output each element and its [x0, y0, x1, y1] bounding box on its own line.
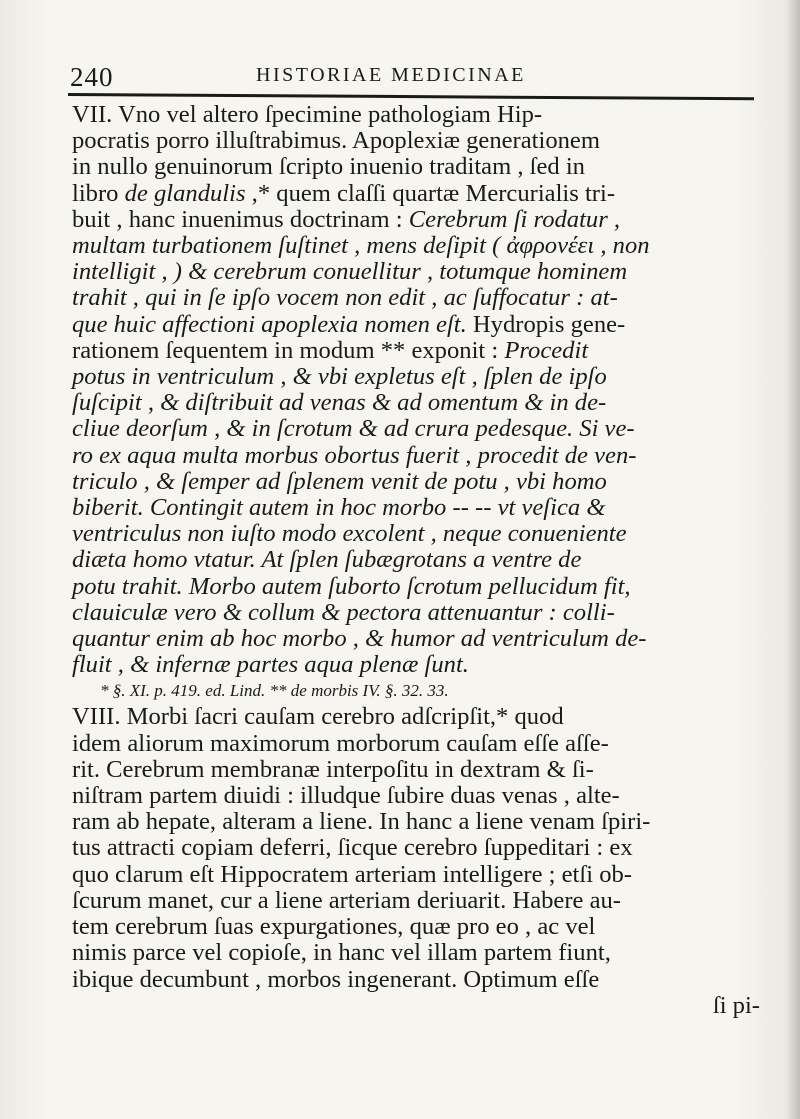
section-vii: [72, 102, 764, 678]
italic-run: potus in ventriculum , & vbi expletus eſt , ſplen de ipſo: [72, 363, 607, 391]
section-viii: [72, 704, 764, 1018]
text-line: [72, 652, 764, 678]
italic-run: diæta homo vtatur. At ſplen ſubægrotans a ventre de: [72, 546, 582, 574]
italic-run: triculo , & ſemper ad ſplenem venit de potu , vbi homo: [72, 467, 607, 495]
page-number: 240: [70, 62, 114, 92]
text-line: tem cerebrum ſuas expurgationes, quæ pro eo , ac vel: [72, 913, 596, 941]
text-line: [72, 390, 764, 416]
text-line: [72, 207, 764, 233]
italic-run: ſuſcipit , & diſtribuit ad venas & ad omentum & in de-: [72, 389, 607, 417]
text-line: [72, 233, 764, 259]
text-line: [72, 547, 764, 573]
header-rule: [68, 93, 754, 100]
text-line: VIII. Morbi ſacri cauſam cerebro adſcripſit,* quod: [72, 703, 564, 731]
italic-run: multam turbationem ſuſtinet , mens deſipit ( ἀφρονέει , non: [72, 232, 650, 260]
roman-run: Hydropis gene-: [466, 310, 626, 338]
text-line: nimis parce vel copioſe, in hanc vel illam partem fiunt,: [72, 939, 611, 967]
italic-run: de glandulis: [124, 179, 246, 207]
page-edge-shadow: [786, 0, 800, 1119]
text-line: ibique decumbunt , morbos ingenerant. Optimum eſſe: [72, 965, 600, 993]
italic-run: Procedit: [504, 336, 589, 364]
roman-run: rationem ſequentem in modum ** exponit :: [72, 336, 505, 364]
roman-run: buit , hanc inuenimus doctrinam :: [72, 205, 409, 233]
italic-run: quantur enim ab hoc morbo , & humor ad ventriculum de-: [72, 625, 647, 653]
text-line: [72, 102, 764, 128]
italic-run: cliue deorſum , & in ſcrotum & ad crura pedesque. Si ve-: [72, 415, 635, 443]
text-line: [72, 312, 764, 338]
text-line: [72, 338, 764, 364]
italic-run: biberit. Contingit autem in hoc morbo -- -- vt veſica &: [72, 494, 606, 522]
roman-run: libro: [72, 179, 125, 207]
text-line: [72, 443, 764, 469]
text-line: tus attracti copiam deferri, ſicque cerebro ſuppeditari : ex: [72, 834, 633, 862]
italic-run: ventriculus non iuſto modo excolent , neque conueniente: [72, 520, 627, 548]
catchword: ſi pi-: [712, 991, 760, 1019]
italic-run: Cerebrum ſi rodatur ,: [408, 205, 621, 233]
italic-run: intelligit , ) & cerebrum conuellitur , totumque hominem: [72, 258, 628, 286]
italic-run: potu trahit. Morbo autem ſuborto ſcrotum pellucidum fit,: [72, 572, 631, 600]
text-line: [72, 626, 764, 652]
roman-run: ,* quem claſſi quartæ Mercurialis tri-: [245, 179, 616, 207]
italic-run: que huic affectioni apoplexia nomen eſt.: [72, 310, 467, 338]
text-line: ram ab hepate, alteram a liene. In hanc a liene venam ſpiri-: [72, 808, 651, 836]
text-line: [72, 154, 764, 180]
text-line: [72, 574, 764, 600]
text-line: [72, 285, 764, 311]
roman-run: pocratis porro illuſtrabimus. Apoplexiæ generationem: [72, 127, 600, 155]
italic-run: fluit , & infernæ partes aqua plenæ ſunt.: [72, 651, 469, 679]
text-line: [72, 416, 764, 442]
italic-run: clauiculæ vero & collum & pectora attenuantur : colli-: [72, 598, 615, 626]
italic-run: trahit , qui in ſe ipſo vocem non edit , ac ſuffocatur : at-: [72, 284, 618, 312]
body-text: [72, 102, 764, 1019]
page-header: [70, 58, 760, 92]
text-line: [72, 259, 764, 285]
roman-run: in nullo genuinorum ſcripto inuenio traditam , ſed in: [72, 153, 585, 181]
text-line: [72, 181, 764, 207]
text-line: rit. Cerebrum membranæ interpoſitu in dextram & ſi-: [72, 755, 594, 783]
text-line: ſcurum manet, cur a liene arteriam deriuarit. Habere au-: [72, 886, 621, 914]
text-line: [72, 495, 764, 521]
footnote: * §. XI. p. 419. ed. Lind. ** de morbis IV. §. 32. 33.: [100, 681, 449, 701]
italic-run: ro ex aqua multa morbus obortus fuerit , procedit de ven-: [72, 441, 637, 469]
text-line: quo clarum eſt Hippocratem arteriam intelligere ; etſi ob-: [72, 860, 632, 888]
text-line: [72, 364, 764, 390]
running-head: HISTORIAE MEDICINAE: [256, 64, 526, 86]
text-line: niſtram partem diuidi : illudque ſubire duas venas , alte-: [72, 782, 620, 810]
text-line: [72, 600, 764, 626]
text-line: [72, 521, 764, 547]
roman-run: VII. Vno vel altero ſpecimine pathologiam Hip-: [72, 101, 543, 128]
text-line: idem aliorum maximorum morborum cauſam eſſe aſſe-: [72, 729, 609, 757]
text-line: [72, 128, 764, 154]
text-line: [72, 469, 764, 495]
